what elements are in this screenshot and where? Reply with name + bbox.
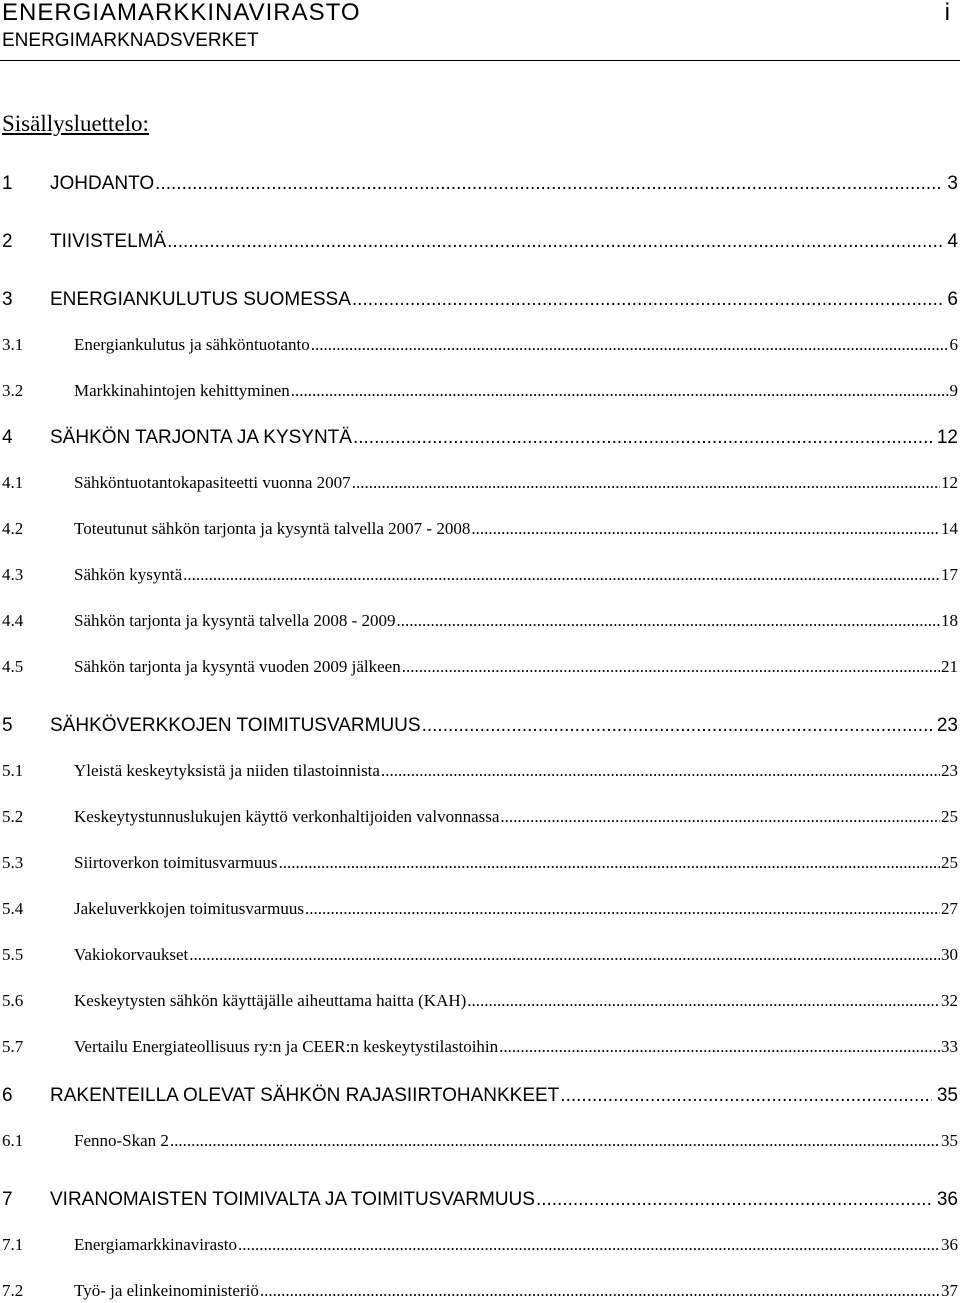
toc-entry-page: 33 <box>941 1037 958 1056</box>
toc-entry-title[interactable]: JOHDANTO <box>50 173 155 194</box>
toc-dot-leader <box>402 657 940 677</box>
toc-entry[interactable] <box>0 289 958 311</box>
toc-entry-number: 6.1 <box>2 1131 24 1150</box>
toc-entry-title[interactable]: Energiankulutus ja sähköntuotanto <box>74 335 310 354</box>
toc-entry-title[interactable]: Toteutunut sähkön tarjonta ja kysyntä talvella 2007 - 2008 <box>74 519 471 538</box>
toc-entry-number: 4.3 <box>2 565 24 584</box>
toc-entry[interactable] <box>0 427 958 449</box>
toc-dot-leader <box>183 565 940 585</box>
toc-entry-title[interactable]: Energiamarkkinavirasto <box>74 1235 238 1254</box>
toc-dot-leader <box>155 173 942 195</box>
toc-entry[interactable] <box>0 231 958 253</box>
toc-entry-page: 21 <box>941 657 958 676</box>
page-number: i <box>944 0 950 26</box>
toc-entry-page: 27 <box>941 899 958 918</box>
toc-dot-leader <box>238 1235 940 1255</box>
toc-dot-leader <box>467 991 940 1011</box>
toc-entry-number: 5.3 <box>2 853 24 872</box>
toc-entry-number: 3 <box>2 289 13 310</box>
toc-entry-page: 3 <box>947 173 958 194</box>
toc-entry[interactable] <box>0 761 958 781</box>
toc-entry[interactable] <box>0 991 958 1011</box>
toc-entry-number: 5.5 <box>2 945 24 964</box>
toc-entry[interactable] <box>0 473 958 493</box>
toc-entry[interactable] <box>0 381 958 401</box>
organization-name: ENERGIAMARKKINAVIRASTO <box>2 0 361 26</box>
toc-entry-number: 5.1 <box>2 761 24 780</box>
toc-entry[interactable] <box>0 1037 958 1057</box>
toc-entry-number: 5.4 <box>2 899 24 918</box>
toc-entry[interactable] <box>0 1131 958 1151</box>
toc-dot-leader <box>499 1037 940 1057</box>
toc-entry-page: 9 <box>949 381 958 400</box>
toc-entry-page: 35 <box>941 1131 958 1150</box>
toc-entry-title[interactable]: Vertailu Energiateollisuus ry:n ja CEER:n keskeytystilastoihin <box>74 1037 499 1056</box>
toc-dot-leader <box>500 807 940 827</box>
toc-entry-page: 32 <box>941 991 958 1010</box>
toc-entry-title[interactable]: Siirtoverkon toimitusvarmuus <box>74 853 278 872</box>
toc-entry-title[interactable]: Keskeytysten sähkön käyttäjälle aiheuttama haitta (KAH) <box>74 991 467 1010</box>
toc-entry-number: 1 <box>2 173 13 194</box>
toc-entry-page: 23 <box>936 715 958 736</box>
toc-entry-page: 4 <box>947 231 958 252</box>
toc-entry-number: 6 <box>2 1085 13 1106</box>
toc-entry-number: 4.4 <box>2 611 24 630</box>
toc-entry-title[interactable]: Sähköntuotantokapasiteetti vuonna 2007 <box>74 473 351 492</box>
toc-entry-title[interactable]: VIRANOMAISTEN TOIMIVALTA JA TOIMITUSVARMUUS <box>50 1189 535 1210</box>
toc-dot-leader <box>536 1189 932 1211</box>
toc-entry-page: 23 <box>941 761 958 780</box>
toc-entry-number: 4 <box>2 427 13 448</box>
toc-entry-number: 2 <box>2 231 13 252</box>
toc-entry-page: 36 <box>941 1235 958 1254</box>
toc-entry-title[interactable]: ENERGIANKULUTUS SUOMESSA <box>50 289 351 310</box>
toc-entry-title[interactable]: Keskeytystunnuslukujen käyttö verkonhaltijoiden valvonnassa <box>74 807 500 826</box>
toc-entry-page: 12 <box>941 473 958 492</box>
toc-entry-page: 37 <box>941 1281 958 1300</box>
toc-entry-page: 25 <box>941 853 958 872</box>
toc-dot-leader <box>311 335 949 355</box>
toc-entry[interactable] <box>0 565 958 585</box>
toc-entry-title[interactable]: Vakiokorvaukset <box>74 945 189 964</box>
toc-entry-page: 25 <box>941 807 958 826</box>
toc-entry[interactable] <box>0 1235 958 1255</box>
toc-entry-page: 6 <box>947 289 958 310</box>
toc-entry[interactable] <box>0 807 958 827</box>
toc-entry[interactable] <box>0 1085 958 1107</box>
toc-dot-leader <box>560 1085 932 1107</box>
toc-dot-leader <box>422 715 932 737</box>
toc-entry-number: 4.1 <box>2 473 24 492</box>
toc-title: Sisällysluettelo: <box>2 111 149 136</box>
toc-entry-title[interactable]: SÄHKÖN TARJONTA JA KYSYNTÄ <box>50 427 352 448</box>
toc-dot-leader <box>352 473 940 493</box>
toc-entry-title[interactable]: SÄHKÖVERKKOJEN TOIMITUSVARMUUS <box>50 715 421 736</box>
toc-entry[interactable] <box>0 1281 958 1301</box>
toc-entry-number: 7.2 <box>2 1281 24 1300</box>
toc-entry[interactable] <box>0 519 958 539</box>
toc-entry-number: 4.5 <box>2 657 24 676</box>
toc-entry-title[interactable]: Työ- ja elinkeinoministeriö <box>74 1281 259 1300</box>
toc-entry-number: 5 <box>2 715 13 736</box>
toc-dot-leader <box>167 231 942 253</box>
toc-dot-leader <box>279 853 940 873</box>
toc-entry-title[interactable]: RAKENTEILLA OLEVAT SÄHKÖN RAJASIIRTOHANKKEET <box>50 1085 560 1106</box>
toc-dot-leader <box>189 945 940 965</box>
toc-entry-page: 6 <box>949 335 958 354</box>
toc-entry-number: 4.2 <box>2 519 24 538</box>
toc-entry[interactable] <box>0 657 958 677</box>
page-header <box>0 0 960 61</box>
toc-entry-page: 12 <box>936 427 958 448</box>
toc-entry-page: 14 <box>941 519 958 538</box>
toc-entry[interactable] <box>0 899 958 919</box>
toc-entry-number: 3.2 <box>2 381 24 400</box>
toc-entry-number: 7.1 <box>2 1235 24 1254</box>
toc-dot-leader <box>397 611 940 631</box>
toc-entry[interactable] <box>0 715 958 737</box>
toc-entry-number: 5.2 <box>2 807 24 826</box>
toc-entry[interactable] <box>0 335 958 355</box>
toc-dot-leader <box>352 289 943 311</box>
toc-dot-leader <box>291 381 949 401</box>
toc-dot-leader <box>381 761 940 781</box>
toc-entry-title[interactable]: Sähkön kysyntä <box>74 565 183 584</box>
toc-entry-title[interactable]: Sähkön tarjonta ja kysyntä vuoden 2009 jälkeen <box>74 657 401 676</box>
toc-dot-leader <box>471 519 940 539</box>
toc-entry-number: 3.1 <box>2 335 24 354</box>
toc-dot-leader <box>170 1131 940 1151</box>
toc-entry[interactable] <box>0 611 958 631</box>
toc-entry[interactable] <box>0 945 958 965</box>
toc-dot-leader <box>353 427 932 449</box>
toc-entry-title[interactable]: Jakeluverkkojen toimitusvarmuus <box>74 899 304 918</box>
toc-entry-title[interactable]: TIIVISTELMÄ <box>50 231 167 252</box>
toc-entry-number: 7 <box>2 1189 13 1210</box>
toc-entry[interactable] <box>0 1189 958 1211</box>
toc-entry-title[interactable]: Markkinahintojen kehittyminen <box>74 381 290 400</box>
toc-dot-leader <box>260 1281 940 1301</box>
toc-entry-page: 17 <box>941 565 958 584</box>
toc-entry-page: 18 <box>941 611 958 630</box>
toc-entry-page: 36 <box>936 1189 958 1210</box>
toc-entry[interactable] <box>0 173 958 195</box>
toc-entry-page: 35 <box>936 1085 958 1106</box>
organization-name-swedish: ENERGIMARKNADSVERKET <box>2 30 259 51</box>
toc-entry-page: 30 <box>941 945 958 964</box>
toc-entry-number: 5.6 <box>2 991 24 1010</box>
toc-entry-title[interactable]: Yleistä keskeytyksistä ja niiden tilastoinnista <box>74 761 380 780</box>
toc-entry-title[interactable]: Sähkön tarjonta ja kysyntä talvella 2008 - 2009 <box>74 611 396 630</box>
toc-entry-title[interactable]: Fenno-Skan 2 <box>74 1131 169 1150</box>
toc-entry[interactable] <box>0 853 958 873</box>
toc-dot-leader <box>305 899 940 919</box>
toc-entry-number: 5.7 <box>2 1037 24 1056</box>
